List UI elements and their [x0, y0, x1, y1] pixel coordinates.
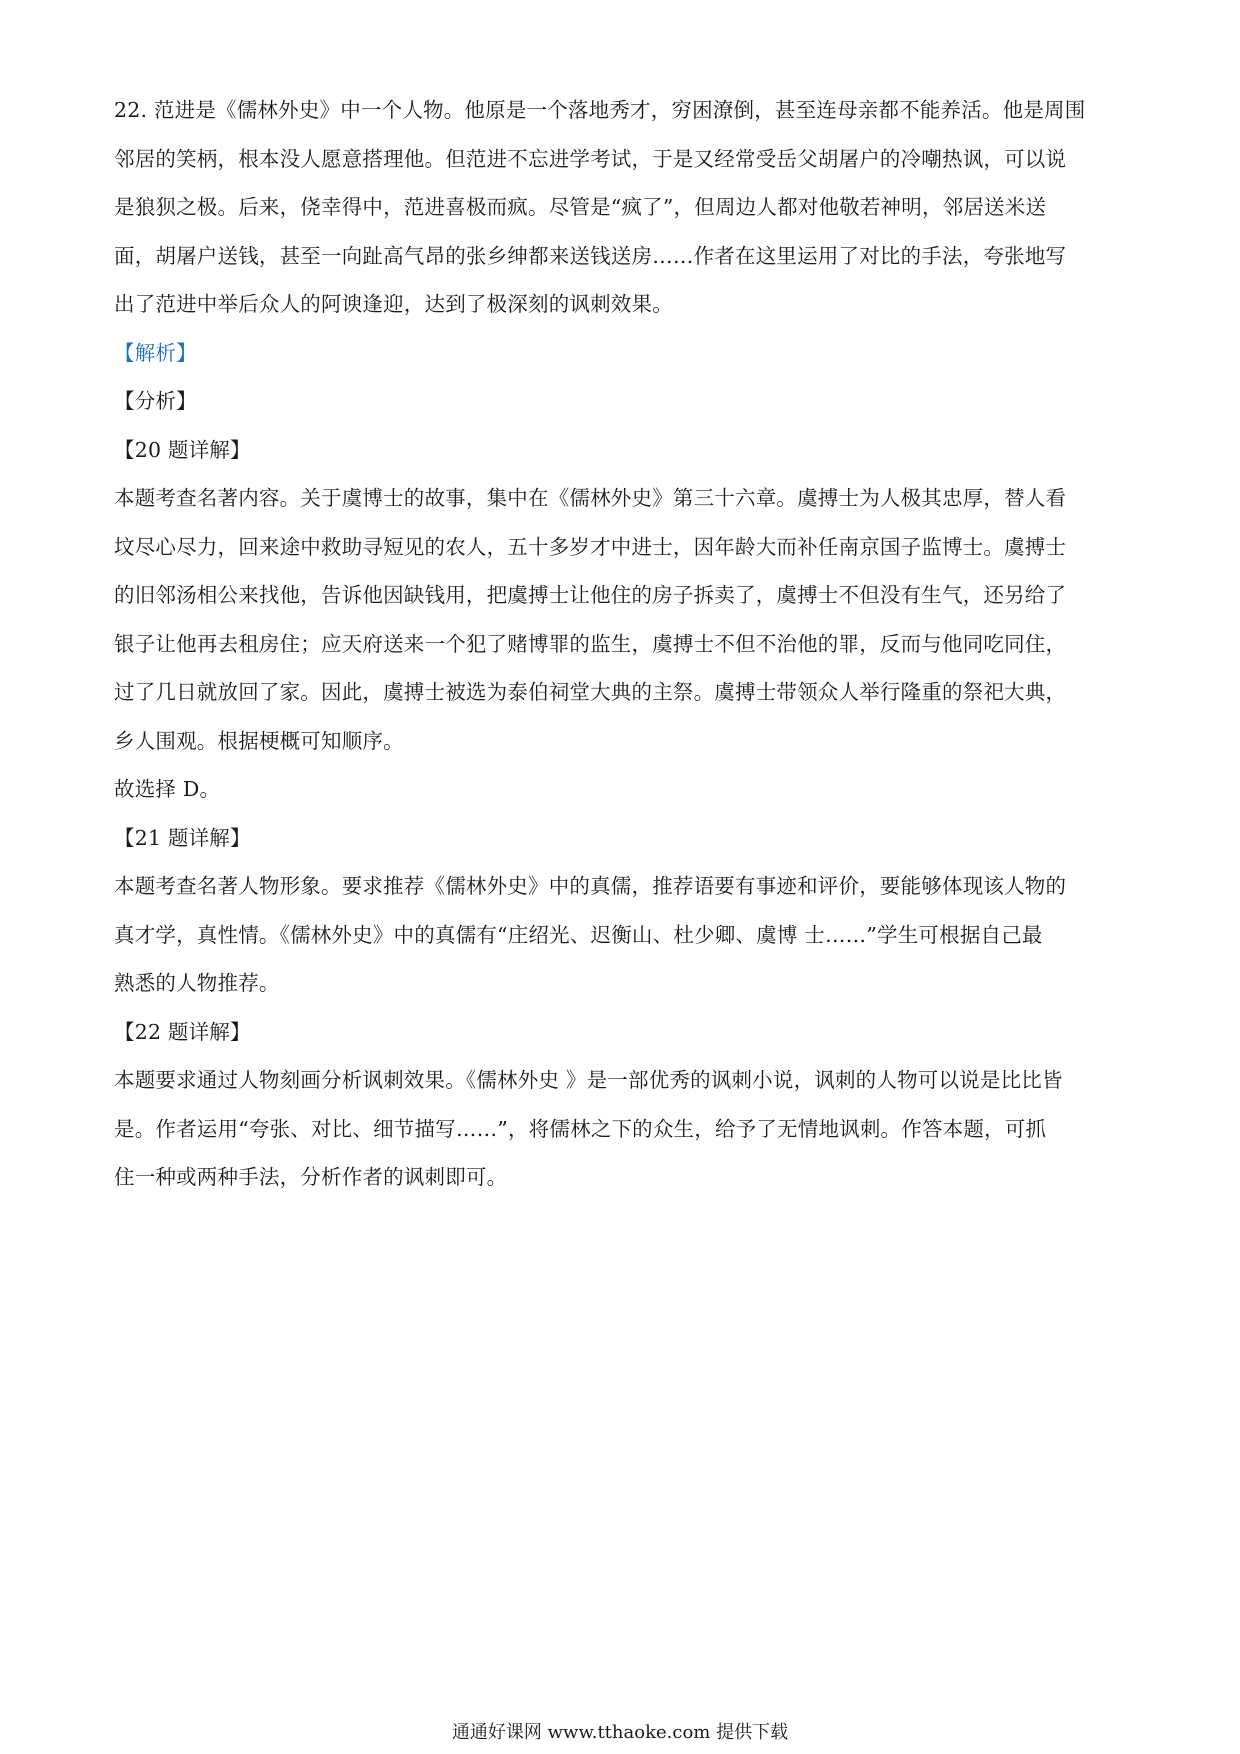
q20-detail-line-1: 本题考查名著内容。关于虞博士的故事，集中在《儒林外史》第三十六章。虞搏士为人极其忠厚，替人看	[114, 486, 1067, 510]
q21-detail-line-1: 本题考查名著人物形象。要求推荐《儒林外史》中的真儒，推荐语要有事迹和评价，要能够体现该人物的	[114, 874, 1067, 898]
q20-detail-line-6: 乡人围观。根据梗概可知顺序。	[114, 728, 404, 753]
q20-detail-line-3: 的旧邻汤相公来找他，告诉他因缺钱用，把虞搏士让他住的房子拆卖了，虞搏士不但没有生气，还另给了	[114, 583, 1067, 607]
question-22-line-4: 面，胡屠户送钱，甚至一向趾高气昂的张乡绅都来送钱送房……作者在这里运用了对比的手法，夸张地写	[114, 243, 1067, 268]
q20-detail-line-2: 坟尽心尽力，回来途中救助寻短见的农人，五十多岁才中进士，因年龄大而补任南京国子监博士。虞搏士	[114, 534, 1067, 559]
q22-detail-line-3: 住一种或两种手法，分析作者的讽刺即可。	[114, 1165, 508, 1189]
question-22-line-5: 出了范进中举后众人的阿谀逢迎，达到了极深刻的讽刺效果。	[114, 292, 673, 316]
analysis-heading: 【解析】	[114, 340, 197, 365]
q22-detail-line-1: 本题要求通过人物刻画分析讽刺效果。《儒林外史 》是一部优秀的讽刺小说，讽刺的人物可以说是比比皆	[114, 1068, 1063, 1092]
breakdown-heading: 【分析】	[114, 389, 197, 413]
document-body	[114, 98, 1124, 1214]
page-footer-watermark: 通通好课网 www.tthaoke.com 提供下载	[451, 1722, 789, 1743]
q21-detail-line-2: 真才学，真性情。《儒林外史》中的真儒有“庄绍光、迟衡山、杜少卿、虞博 士……”学生可根据自己最	[114, 922, 1043, 947]
question-22-line-1: 22. 范进是《儒林外史》中一个人物。他原是一个落地秀才，穷困潦倒，甚至连母亲都不能养活。他是周围	[114, 98, 1086, 122]
question-22-line-3: 是狼狈之极。后来，侥幸得中，范进喜极而疯。尽管是“疯了”，但周边人都对他敬若神明，邻居送米送	[114, 195, 1047, 219]
q21-detail-heading: 【21 题详解】	[114, 825, 251, 850]
q20-detail-line-4: 银子让他再去租房住；应天府送来一个犯了赌博罪的监生，虞搏士不但不治他的罪，反而与他同吃同住，	[114, 631, 1067, 656]
question-22-line-2: 邻居的笑柄，根本没人愿意搭理他。但范进不忘进学考试，于是又经常受岳父胡屠户的冷嘲热讽，可以说	[114, 146, 1067, 171]
q20-detail-line-5: 过了几日就放回了家。因此，虞搏士被选为泰伯祠堂大典的主祭。虞搏士带领众人举行隆重的祭祀大典，	[114, 680, 1067, 704]
q22-detail-heading: 【22 题详解】	[114, 1019, 251, 1044]
q21-detail-line-3: 熟悉的人物推荐。	[114, 971, 280, 995]
q20-answer: 故选择 D。	[114, 777, 221, 801]
q20-detail-heading: 【20 题详解】	[114, 437, 251, 462]
q22-detail-line-2: 是。作者运用“夸张、对比、细节描写……”，将儒林之下的众生，给予了无情地讽刺。作答本题，可抓	[114, 1116, 1047, 1141]
